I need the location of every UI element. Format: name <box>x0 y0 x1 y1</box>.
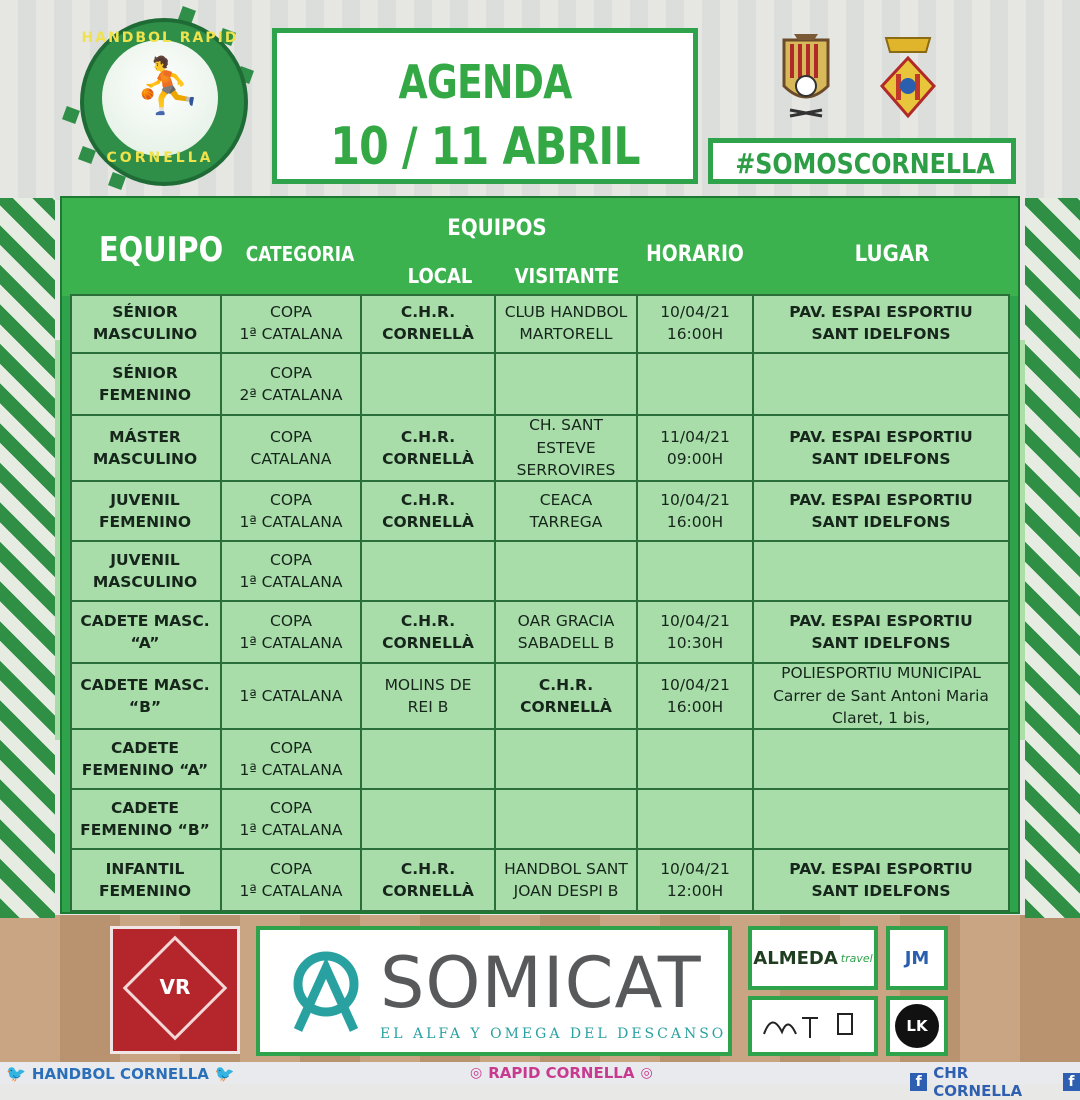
sponsor-lk-label: LK <box>895 1004 939 1048</box>
table-cell-local <box>362 602 496 664</box>
cell-text: COPA 1ª CATALANA <box>239 550 343 591</box>
table-cell-lugar <box>754 730 1010 790</box>
header-local: LOCAL <box>407 264 473 288</box>
table-cell-visitante <box>496 790 638 850</box>
table-cell-local <box>362 790 496 850</box>
cell-text: COPA 1ª CATALANA <box>239 738 343 779</box>
table-cell-horario <box>638 850 754 912</box>
social-footer <box>0 1062 1080 1100</box>
header-horario: HORARIO <box>646 242 744 267</box>
twitter-label: HANDBOL CORNELLA <box>31 1064 209 1083</box>
cell-text: PAV. ESPAI ESPORTIU SANT IDELFONS <box>789 302 973 343</box>
cell-text: C.H.R. CORNELLÀ <box>382 427 474 468</box>
table-cell-visitante <box>496 664 638 730</box>
sponsor-almeda-label: ALMEDA <box>753 947 838 969</box>
cell-text: COPA 1ª CATALANA <box>239 302 343 343</box>
cell-text: JUVENIL FEMENINO <box>98 490 192 531</box>
facebook-icon: f <box>1063 1073 1080 1091</box>
table-cell-visitante <box>496 850 638 912</box>
table-cell-categoria <box>222 354 362 416</box>
table-cell-local <box>362 416 496 482</box>
sponsor-almeda-sub: travel <box>840 951 873 965</box>
page-title: AGENDA <box>398 55 572 109</box>
table-cell-visitante <box>496 602 638 664</box>
cell-text: C.H.R. CORNELLÀ <box>520 675 612 716</box>
cell-text: C.H.R. CORNELLÀ <box>382 859 474 900</box>
table-cell-equipo <box>70 482 222 542</box>
table-cell-lugar <box>754 542 1010 602</box>
cell-text: JUVENIL MASCULINO <box>92 550 198 591</box>
cell-text: POLIESPORTIU MUNICIPAL Carrer de Sant Antoni Maria Claret, 1 bis, <box>773 664 989 728</box>
club-logo <box>70 8 250 188</box>
table-cell-equipo <box>70 730 222 790</box>
city-crest-icon <box>876 34 940 122</box>
table-cell-lugar <box>754 850 1010 912</box>
logo-text-bottom: CORNELLA <box>106 150 214 166</box>
sponsor-jm-label: JM <box>904 947 930 969</box>
sponsor-somicat-name: SOMICAT <box>380 942 702 1024</box>
sponsor-almeda <box>748 926 878 990</box>
cell-text: CADETE FEMENINO “A” <box>81 738 209 779</box>
cell-text: 10/04/21 16:00H <box>660 675 730 716</box>
table-cell-categoria <box>222 602 362 664</box>
instagram-handle[interactable] <box>470 1064 653 1082</box>
sponsor-jm <box>886 926 948 990</box>
schedule-table <box>60 196 1020 914</box>
table-cell-lugar <box>754 664 1010 730</box>
agenda-title-box <box>272 28 698 184</box>
table-cell-categoria <box>222 664 362 730</box>
table-cell-equipo <box>70 850 222 912</box>
table-cell-visitante <box>496 542 638 602</box>
facebook-icon: f <box>910 1073 927 1091</box>
table-cell-equipo <box>70 416 222 482</box>
cell-text: MOLINS DE REI B <box>384 675 472 716</box>
table-cell-horario <box>638 602 754 664</box>
cell-text: INFANTIL FEMENINO <box>98 859 192 900</box>
hashtag-box <box>708 138 1016 184</box>
table-cell-local <box>362 850 496 912</box>
schedule-grid <box>70 294 1010 910</box>
table-cell-equipo <box>70 602 222 664</box>
table-cell-categoria <box>222 790 362 850</box>
left-stripes-decoration <box>0 198 55 918</box>
table-cell-horario <box>638 482 754 542</box>
cell-text: COPA 1ª CATALANA <box>239 611 343 652</box>
sponsor-fruit-logo <box>748 996 878 1056</box>
table-cell-categoria <box>222 850 362 912</box>
cell-text: SÉNIOR MASCULINO <box>92 302 198 343</box>
cell-text: COPA 1ª CATALANA <box>239 490 343 531</box>
somicat-logo-icon <box>280 944 372 1036</box>
table-cell-horario <box>638 664 754 730</box>
table-cell-horario <box>638 294 754 354</box>
table-cell-equipo <box>70 294 222 354</box>
sponsor-somicat-tagline: EL ALFA Y OMEGA DEL DESCANSO <box>380 1026 727 1042</box>
instagram-label: RAPID CORNELLA <box>488 1064 635 1082</box>
facebook-handle[interactable] <box>910 1064 1080 1100</box>
table-cell-horario <box>638 730 754 790</box>
table-cell-lugar <box>754 416 1010 482</box>
header-equipos: EQUIPOS <box>447 216 547 241</box>
table-cell-visitante <box>496 294 638 354</box>
header-visitante: VISITANTE <box>514 264 620 288</box>
twitter-handle[interactable] <box>6 1064 235 1083</box>
cell-text: CADETE MASC. “B” <box>80 675 210 716</box>
cell-text: 10/04/21 10:30H <box>660 611 730 652</box>
table-cell-visitante <box>496 730 638 790</box>
cell-text: SÉNIOR FEMENINO <box>98 363 192 404</box>
table-cell-local <box>362 730 496 790</box>
table-cell-horario <box>638 354 754 416</box>
cell-text: OAR GRACIA SABADELL B <box>517 611 615 652</box>
cell-text: 10/04/21 16:00H <box>660 302 730 343</box>
table-cell-lugar <box>754 482 1010 542</box>
header-equipo: EQUIPO <box>98 230 224 270</box>
table-cell-local <box>362 482 496 542</box>
table-cell-lugar <box>754 790 1010 850</box>
twitter-icon: 🐦 <box>6 1064 26 1083</box>
table-cell-visitante <box>496 354 638 416</box>
hashtag: #SOMOSCORNELLA <box>735 147 995 180</box>
sponsor-vr <box>110 926 240 1054</box>
fruit-shop-logo-icon <box>758 1004 868 1048</box>
table-cell-lugar <box>754 294 1010 354</box>
logo-text-top: HANDBOL RAPID <box>81 30 239 46</box>
table-cell-local <box>362 294 496 354</box>
table-cell-horario <box>638 416 754 482</box>
table-cell-local <box>362 354 496 416</box>
cell-text: PAV. ESPAI ESPORTIU SANT IDELFONS <box>789 859 973 900</box>
cell-text: HANDBOL SANT JOAN DESPI B <box>504 859 628 900</box>
table-cell-categoria <box>222 730 362 790</box>
instagram-icon: ◎ <box>470 1065 483 1081</box>
cell-text: PAV. ESPAI ESPORTIU SANT IDELFONS <box>789 611 973 652</box>
cell-text: 10/04/21 12:00H <box>660 859 730 900</box>
cell-text: CLUB HANDBOL MARTORELL <box>504 302 628 343</box>
cell-text: C.H.R. CORNELLÀ <box>382 490 474 531</box>
cell-text: 11/04/21 09:00H <box>660 427 730 468</box>
cell-text: 10/04/21 16:00H <box>660 490 730 531</box>
table-cell-categoria <box>222 542 362 602</box>
sponsor-somicat <box>256 926 732 1056</box>
cell-text: CADETE MASC. “A” <box>80 611 210 652</box>
table-cell-equipo <box>70 354 222 416</box>
table-cell-horario <box>638 542 754 602</box>
sponsor-lk <box>886 996 948 1056</box>
cell-text: C.H.R. CORNELLÀ <box>382 611 474 652</box>
facebook-label: CHR CORNELLA <box>933 1064 1023 1100</box>
table-cell-lugar <box>754 354 1010 416</box>
cell-text: COPA CATALANA <box>250 427 332 468</box>
cell-text: PAV. ESPAI ESPORTIU SANT IDELFONS <box>789 490 973 531</box>
table-cell-equipo <box>70 790 222 850</box>
right-stripes-decoration <box>1025 198 1080 918</box>
table-cell-visitante <box>496 482 638 542</box>
table-cell-lugar <box>754 602 1010 664</box>
table-cell-equipo <box>70 664 222 730</box>
cell-text: COPA 1ª CATALANA <box>239 798 343 839</box>
date-range-title: 10 / 11 ABRIL <box>330 117 640 177</box>
table-header <box>62 198 1018 296</box>
table-cell-horario <box>638 790 754 850</box>
handball-player-icon: ⛹ <box>134 54 202 117</box>
twitter-icon: 🐦 <box>214 1064 235 1083</box>
municipal-crest-icon <box>776 30 836 122</box>
header-lugar: LUGAR <box>854 242 930 267</box>
cell-text: COPA 1ª CATALANA <box>239 859 343 900</box>
table-cell-equipo <box>70 542 222 602</box>
cell-text: C.H.R. CORNELLÀ <box>382 302 474 343</box>
header-categoria: CATEGORIA <box>245 242 355 266</box>
cell-text: 1ª CATALANA <box>239 686 343 705</box>
table-cell-local <box>362 664 496 730</box>
cell-text: MÁSTER MASCULINO <box>92 427 198 468</box>
table-cell-categoria <box>222 294 362 354</box>
instagram-icon: ◎ <box>640 1065 653 1081</box>
table-cell-categoria <box>222 482 362 542</box>
table-cell-visitante <box>496 416 638 482</box>
table-cell-local <box>362 542 496 602</box>
sponsor-vr-label: VR <box>159 975 191 999</box>
cell-text: CADETE FEMENINO “B” <box>80 798 210 839</box>
table-cell-categoria <box>222 416 362 482</box>
cell-text: COPA 2ª CATALANA <box>239 363 343 404</box>
cell-text: CH. SANT ESTEVE SERROVIRES <box>516 416 616 480</box>
cell-text: CEACA TARREGA <box>529 490 603 531</box>
cell-text: PAV. ESPAI ESPORTIU SANT IDELFONS <box>789 427 973 468</box>
